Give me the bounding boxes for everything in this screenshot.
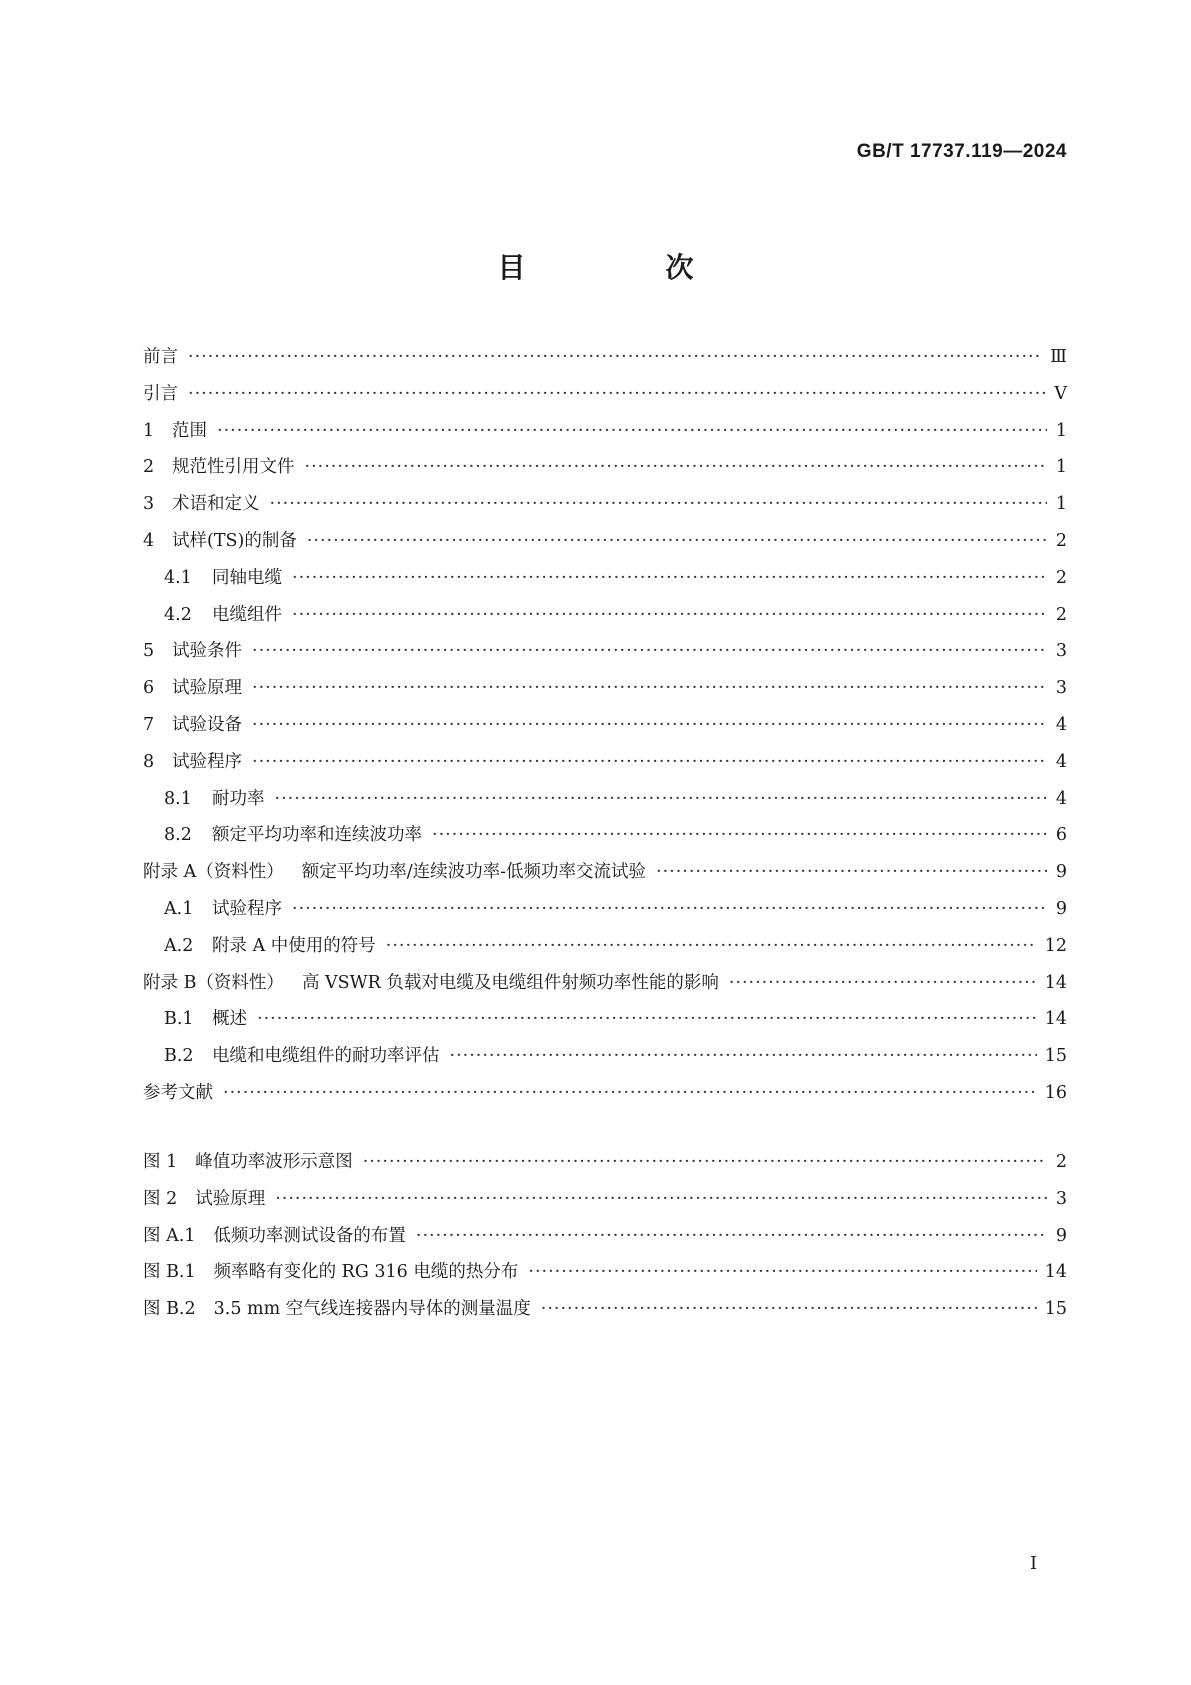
toc-entry-page: Ⅴ xyxy=(1054,383,1067,404)
toc-leader-dots xyxy=(270,494,1048,514)
figure-entry-title: 频率略有变化的 RG 316 电缆的热分布 xyxy=(213,1262,519,1283)
toc-entry[interactable] xyxy=(143,1042,1067,1079)
toc-entry-title: 试验设备 xyxy=(172,714,242,735)
toc-entry-page: 3 xyxy=(1055,678,1067,699)
toc-entry-title: 电缆组件 xyxy=(212,604,282,625)
toc-leader-dots xyxy=(363,1152,1047,1172)
toc-leader-dots xyxy=(275,789,1048,809)
toc-entry-title: 前言 xyxy=(143,347,178,367)
toc-leader-dots xyxy=(386,936,1037,956)
toc-entry[interactable] xyxy=(143,674,1067,711)
toc-entry-number: 8.1 xyxy=(164,788,192,809)
toc-entry-page: 3 xyxy=(1055,641,1067,662)
toc-entry-number: 4.1 xyxy=(164,567,192,588)
toc-entry-page: 12 xyxy=(1044,935,1067,956)
toc-entry-number: 4 xyxy=(143,530,155,551)
toc-entry-number: 8 xyxy=(143,751,155,772)
toc-entry-title: 参考文献 xyxy=(143,1082,213,1103)
toc-entry-title: 同轴电缆 xyxy=(212,567,282,588)
toc-entry-title: 试验程序 xyxy=(172,751,242,772)
figure-entry[interactable] xyxy=(143,1185,1067,1222)
toc-entry-number: 2 xyxy=(143,457,155,478)
figure-entry-page: 3 xyxy=(1055,1188,1067,1209)
toc-entry[interactable] xyxy=(143,858,1067,895)
toc-entry[interactable] xyxy=(143,527,1067,564)
toc-entry-title: 概述 xyxy=(212,1009,247,1030)
toc-leader-dots xyxy=(528,1262,1036,1282)
toc-entry-number: 4.2 xyxy=(164,604,192,625)
toc-title: 目 次 xyxy=(497,251,750,284)
toc-entry[interactable] xyxy=(143,343,1067,380)
toc-entry[interactable] xyxy=(143,895,1067,932)
toc-entry-number: B.1 xyxy=(164,1009,194,1030)
toc-entry-title: 电缆和电缆组件的耐功率评估 xyxy=(212,1046,440,1067)
toc-leader-dots xyxy=(252,641,1047,661)
toc-leader-dots xyxy=(307,531,1047,551)
toc-entry-title: 范围 xyxy=(172,420,207,441)
toc-entry-page: 4 xyxy=(1055,751,1067,772)
toc-leader-dots xyxy=(416,1226,1047,1246)
toc-entry-page: 2 xyxy=(1055,604,1067,625)
toc-entry-page: 15 xyxy=(1044,1046,1067,1067)
toc-leader-dots xyxy=(432,825,1047,845)
toc-entry-number: A.1 xyxy=(164,898,194,919)
figure-entry-number: 图 B.1 xyxy=(143,1262,196,1283)
toc-entry-page: 6 xyxy=(1055,825,1067,846)
toc-entry[interactable] xyxy=(143,969,1067,1006)
toc-entry-number: 1 xyxy=(143,420,155,441)
figure-entry-page: 14 xyxy=(1044,1262,1067,1283)
toc-entry-page: 16 xyxy=(1044,1082,1067,1103)
toc-entry[interactable] xyxy=(143,932,1067,969)
toc-entry-number: 5 xyxy=(143,641,155,662)
toc-leader-dots xyxy=(252,752,1047,772)
toc-entry[interactable] xyxy=(143,564,1067,601)
toc-entry-title: 耐功率 xyxy=(212,788,265,809)
toc-entry[interactable] xyxy=(143,453,1067,490)
toc-entry-number: 附录 B（资料性） xyxy=(143,972,284,993)
table-of-contents xyxy=(143,343,1067,1116)
toc-leader-dots xyxy=(217,421,1047,441)
toc-entry-title: 术语和定义 xyxy=(172,494,260,515)
toc-entry[interactable] xyxy=(143,417,1067,454)
toc-entry-title: 附录 A 中使用的符号 xyxy=(212,935,376,956)
figure-entry-number: 图 2 xyxy=(143,1188,178,1209)
toc-entry[interactable] xyxy=(143,821,1067,858)
toc-entry-page: 14 xyxy=(1044,972,1067,993)
toc-entry-title: 额定平均功率和连续波功率 xyxy=(212,825,422,846)
toc-leader-dots xyxy=(252,678,1047,698)
toc-entry-number: 8.2 xyxy=(164,825,192,846)
toc-entry[interactable] xyxy=(143,1005,1067,1042)
toc-entry-page: 2 xyxy=(1055,567,1067,588)
toc-leader-dots xyxy=(252,715,1047,735)
figure-entry-page: 15 xyxy=(1044,1299,1067,1320)
toc-entry-number: 6 xyxy=(143,678,155,699)
figure-entry-title: 低频功率测试设备的布置 xyxy=(213,1225,406,1246)
toc-entry-title: 额定平均功率/连续波功率-低频功率交流试验 xyxy=(301,862,647,883)
figure-entry[interactable] xyxy=(143,1148,1067,1185)
toc-leader-dots xyxy=(223,1083,1037,1103)
toc-leader-dots xyxy=(257,1009,1037,1029)
toc-leader-dots xyxy=(305,457,1048,477)
figure-entry-title: 3.5 mm 空气线连接器内导体的测量温度 xyxy=(213,1299,531,1320)
toc-entry[interactable] xyxy=(143,1079,1067,1116)
toc-entry[interactable] xyxy=(143,748,1067,785)
toc-leader-dots xyxy=(292,899,1047,919)
standard-number: GB/T 17737.119—2024 xyxy=(856,141,1067,162)
toc-entry-number: 7 xyxy=(143,714,155,735)
figure-entry[interactable] xyxy=(143,1295,1067,1332)
page-number: I xyxy=(1030,1553,1038,1574)
toc-entry-page: 4 xyxy=(1055,714,1067,735)
figure-entry-page: 9 xyxy=(1055,1225,1067,1246)
figure-entry[interactable] xyxy=(143,1222,1067,1259)
toc-entry[interactable] xyxy=(143,380,1067,417)
toc-entry-page: 1 xyxy=(1055,420,1067,441)
toc-entry-page: 4 xyxy=(1055,788,1067,809)
toc-entry-number: B.2 xyxy=(164,1046,194,1067)
toc-entry-title: 引言 xyxy=(143,383,178,404)
toc-leader-dots xyxy=(292,605,1047,625)
figure-entry-number: 图 B.2 xyxy=(143,1299,196,1320)
toc-entry-number: A.2 xyxy=(164,935,194,956)
toc-entry-page: 14 xyxy=(1044,1009,1067,1030)
toc-entry-title: 高 VSWR 负载对电缆及电缆组件射频功率性能的影响 xyxy=(301,972,719,993)
toc-entry-number: 附录 A（资料性） xyxy=(143,862,284,883)
toc-entry-page: 1 xyxy=(1055,457,1067,478)
toc-leader-dots xyxy=(656,862,1047,882)
figure-entry[interactable] xyxy=(143,1258,1067,1295)
toc-leader-dots xyxy=(188,347,1042,367)
toc-entry-page: 9 xyxy=(1055,898,1067,919)
toc-entry-page: 2 xyxy=(1055,530,1067,551)
toc-entry[interactable] xyxy=(143,711,1067,748)
toc-entry-page: Ⅲ xyxy=(1050,347,1067,367)
toc-leader-dots xyxy=(275,1189,1047,1209)
toc-leader-dots xyxy=(729,973,1037,993)
toc-entry-title: 试验条件 xyxy=(172,641,242,662)
toc-entry[interactable] xyxy=(143,490,1067,527)
figure-entry-page: 2 xyxy=(1055,1152,1067,1172)
toc-leader-dots xyxy=(450,1046,1037,1066)
figure-entry-title: 试验原理 xyxy=(195,1188,266,1209)
toc-leader-dots xyxy=(541,1299,1037,1319)
toc-entry-title: 试验程序 xyxy=(212,898,282,919)
toc-entry-title: 规范性引用文件 xyxy=(172,457,295,478)
toc-entry[interactable] xyxy=(143,601,1067,638)
toc-entry[interactable] xyxy=(143,637,1067,674)
toc-entry-number: 3 xyxy=(143,494,155,515)
toc-leader-dots xyxy=(292,568,1047,588)
toc-entry-page: 1 xyxy=(1055,494,1067,515)
figure-list xyxy=(143,1148,1067,1332)
toc-entry-page: 9 xyxy=(1055,862,1067,883)
figure-entry-number: 图 A.1 xyxy=(143,1225,196,1246)
toc-leader-dots xyxy=(188,384,1046,404)
toc-entry[interactable] xyxy=(143,785,1067,822)
figure-entry-number: 图 1 xyxy=(143,1152,178,1172)
toc-entry-title: 试验原理 xyxy=(172,678,242,699)
toc-entry-title: 试样(TS)的制备 xyxy=(172,530,297,551)
figure-entry-title: 峰值功率波形示意图 xyxy=(195,1152,353,1172)
